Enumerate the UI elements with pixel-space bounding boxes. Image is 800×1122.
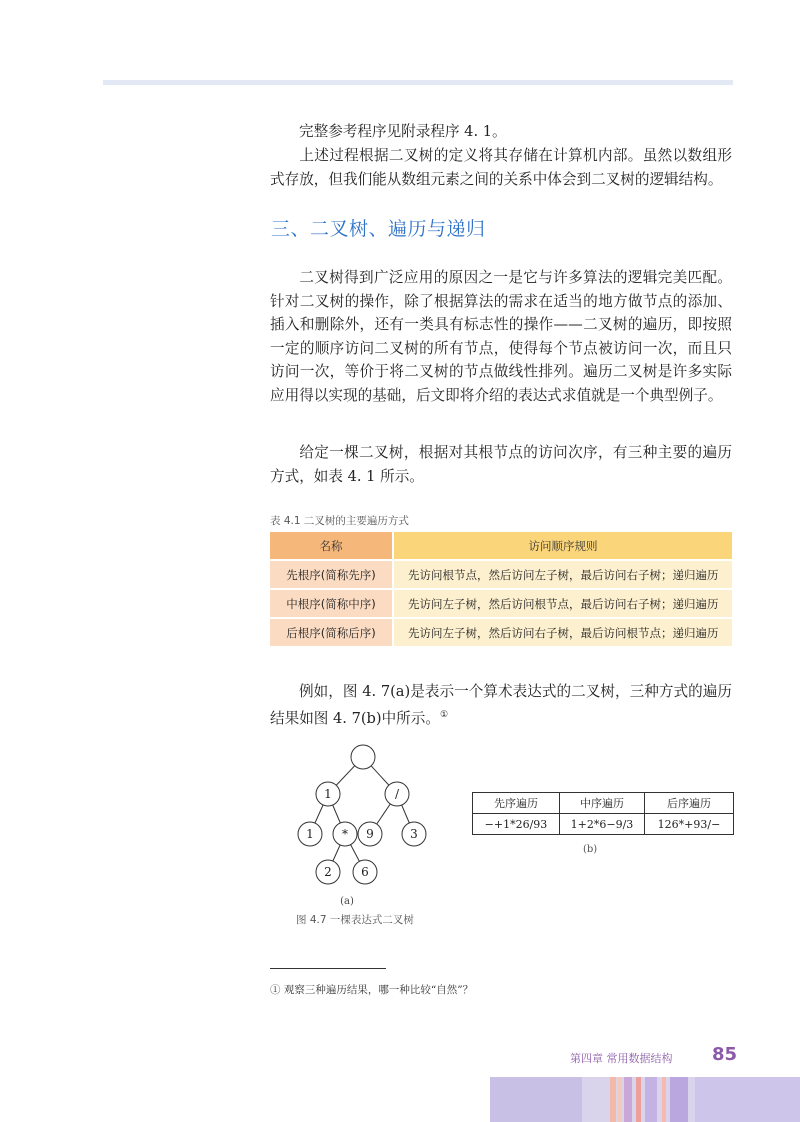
- paragraph-1: 完整参考程序见附录程序 4. 1。: [299, 123, 507, 140]
- traversal-rules-table: [270, 532, 732, 648]
- table-header-name: 名称: [270, 532, 393, 560]
- tree-node-label: 2: [324, 865, 332, 879]
- table-caption: 表 4.1 二叉树的主要遍历方式: [270, 515, 409, 527]
- footnote: ① 观察三种遍历结果，哪一种比较“自然”？: [270, 984, 474, 996]
- table-row: [270, 560, 732, 589]
- tree-node-label: 9: [366, 827, 374, 841]
- tree-node-label: /: [394, 787, 400, 801]
- table-cell: 中根序(简称中序): [270, 589, 393, 618]
- table-row: [473, 814, 734, 835]
- tree-node-label: 1: [306, 827, 314, 841]
- figure-label-b: (b): [583, 844, 598, 855]
- paragraph-2: 上述过程根据二叉树的定义将其存储在计算机内部。虽然以数组形式存放，但我们能从数组元素之间的关系中体会到二叉树的逻辑结构。: [270, 147, 732, 188]
- footnote-marker: ①: [439, 709, 449, 720]
- table-cell: 先序遍历: [473, 793, 560, 814]
- expression-tree-diagram: [290, 744, 440, 914]
- paragraph-3: 二叉树得到广泛应用的原因之一是它与许多算法的逻辑完美匹配。针对二叉树的操作，除了根据算法的需求在适当的地方做节点的添加、插入和删除外，还有一类具有标志性的操作——二叉树的遍历，即按照一定的顺序访问二叉树的所有节点，使得每个节点被访问一次，而且只访问一次，等价于将二叉树的节点做线性排列。遍历二叉树是许多实际应用得以实现的基础，后文即将介绍的表达式求值就是一个典型例子。: [270, 269, 732, 404]
- tree-node-label: 3: [410, 827, 418, 841]
- footer-bar-stripe: [662, 1077, 666, 1122]
- table-row: [270, 618, 732, 647]
- table-cell: 先访问根节点，然后访问左子树，最后访问右子树；递归遍历: [393, 560, 732, 589]
- footer-bar-stripe: [610, 1077, 616, 1122]
- footer-bar-stripe: [695, 1077, 800, 1122]
- table-cell: 先访问左子树，然后访问右子树，最后访问根节点；递归遍历: [393, 618, 732, 647]
- table-cell: −+1*26/93: [473, 814, 560, 835]
- footer-bar-stripe: [624, 1077, 632, 1122]
- footer-bar-stripe: [618, 1077, 622, 1122]
- figure-label-a: (a): [340, 896, 354, 907]
- footnote-rule: [270, 968, 386, 969]
- tree-node-label: *: [342, 827, 348, 841]
- traversal-results-table: [472, 792, 734, 835]
- table-cell: 先根序(简称先序): [270, 560, 393, 589]
- paragraph-4: 给定一棵二叉树，根据对其根节点的访问次序，有三种主要的遍历方式，如表 4. 1 所示。: [270, 444, 732, 485]
- footer-chapter: 第四章 常用数据结构: [570, 1052, 673, 1065]
- table-cell: 中序遍历: [560, 793, 645, 814]
- figure-caption: 图 4.7 一棵表达式二叉树: [296, 914, 414, 926]
- table-header-rule: 访问顺序规则: [393, 532, 732, 560]
- table-row: [270, 589, 732, 618]
- table-cell: 1+2*6−9/3: [560, 814, 645, 835]
- paragraph-5: 例如，图 4. 7(a)是表示一个算术表达式的二叉树，三种方式的遍历结果如图 4. 7(b)中所示。①: [270, 683, 732, 727]
- table-header-row: [270, 532, 732, 560]
- table-cell: 126*+93/−: [645, 814, 734, 835]
- table-cell: 先访问左子树，然后访问根节点，最后访问右子树；递归遍历: [393, 589, 732, 618]
- table-cell: 后序遍历: [645, 793, 734, 814]
- tree-node-label: 6: [361, 865, 369, 879]
- tree-node-label: 1: [324, 787, 332, 801]
- section-heading: 三、二叉树、遍历与递归: [271, 218, 486, 240]
- tree-node-root: [351, 745, 375, 769]
- page-number: 85: [712, 1044, 738, 1065]
- footer-bar-stripe: [670, 1077, 688, 1122]
- footer-bar-stripe: [490, 1077, 582, 1122]
- table-header-row: [473, 793, 734, 814]
- footer-decoration-bar: [490, 1077, 800, 1122]
- footer-bar-stripe: [636, 1077, 641, 1122]
- top-rule: [103, 80, 733, 85]
- table-cell: 后根序(简称后序): [270, 618, 393, 647]
- footer-bar-stripe: [645, 1077, 657, 1122]
